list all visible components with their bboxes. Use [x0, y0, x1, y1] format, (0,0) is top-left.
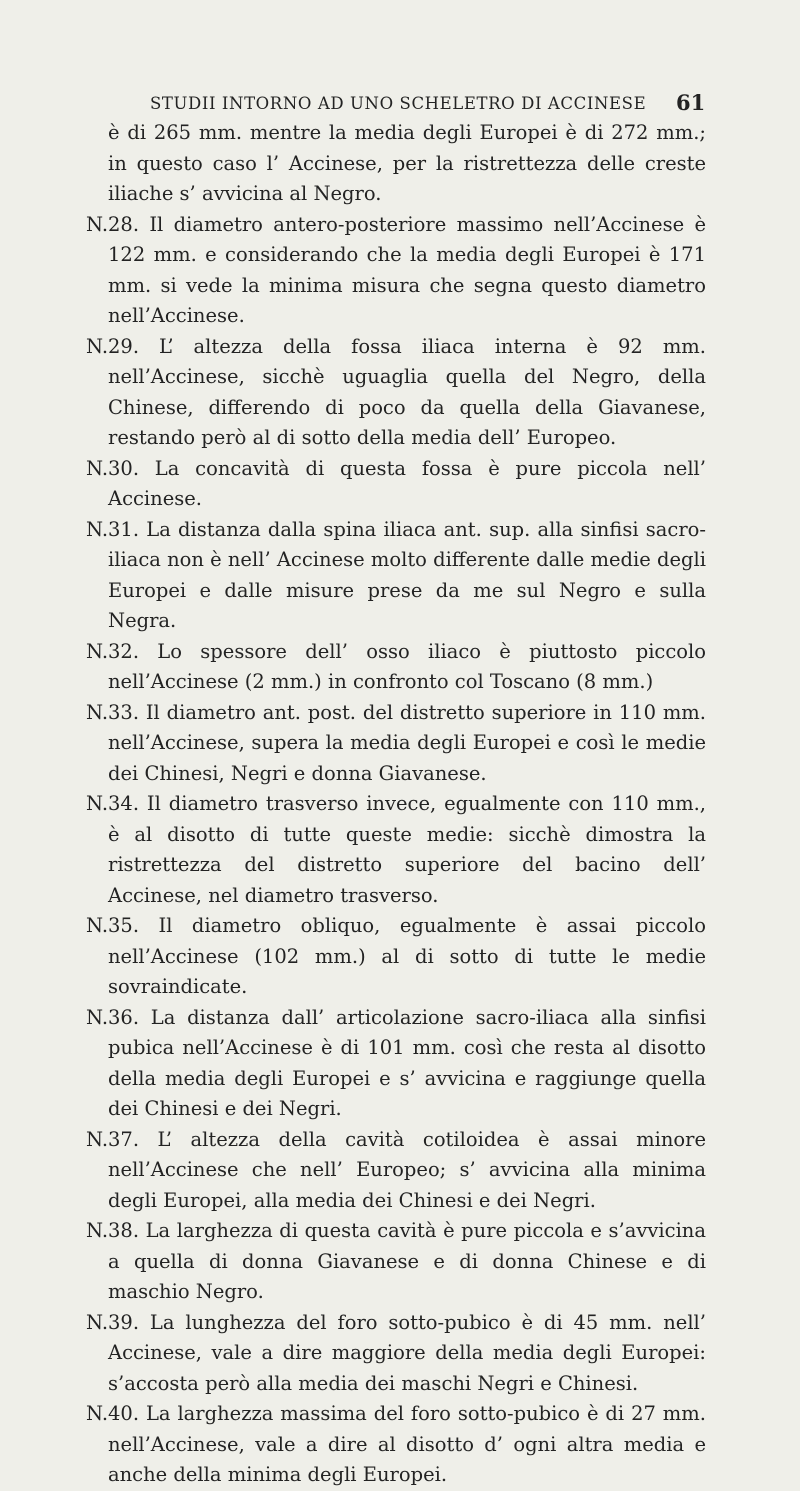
paragraph-marker: N.: [86, 517, 109, 541]
numbered-paragraph: [86, 911, 706, 1003]
paragraph-marker: N.: [86, 212, 109, 236]
paragraph-text: 34. Il diametro trasverso invece, egualmente con 110 mm., è al disotto di tutte queste medie: sicchè dimostra la ristrettezza del distretto superiore del bacino dell’ Accinese, nel diametro trasverso.: [108, 792, 706, 907]
numbered-paragraph: [86, 332, 706, 454]
paragraph-marker: N.: [86, 334, 109, 358]
page-number: 61: [676, 90, 706, 115]
paragraph-marker: N.: [86, 700, 109, 724]
paragraph-marker: N.: [86, 1219, 109, 1242]
paragraph-text: è di 265 mm. mentre la media degli Europei è di 272 mm.; in questo caso l’ Accinese, per la ristrettezza delle creste iliache s’ avvicina al Negro.: [108, 121, 706, 205]
paragraph-text: 39. La lunghezza del foro sotto-pubico è di 45 mm. nell’ Accinese, vale a dire maggiore della media degli Europei: s’accosta però alla media dei maschi Negri e Chinesi.: [108, 1310, 706, 1395]
paragraph-text: 40. La larghezza massima del foro sotto-pubico è di 27 mm. nell’Accinese, vale a dire al disotto d’ ogni altra media e anche della minima degli Europei.: [108, 1402, 706, 1486]
paragraph-marker: N.: [86, 639, 109, 663]
numbered-paragraph: [86, 515, 706, 637]
paragraph-text: 38. La larghezza di questa cavità è pure piccola e s’avvicina a quella di donna Giavanese e di donna Chinese e di maschio Negro.: [108, 1219, 706, 1303]
numbered-paragraph: [86, 1308, 706, 1400]
numbered-paragraph: [86, 1003, 706, 1125]
paragraph-marker: N.: [86, 792, 109, 815]
paragraph-marker: N.: [86, 1310, 109, 1334]
paragraph-text: 29. L’ altezza della fossa iliaca interna è 92 mm. nell’Accinese, sicchè uguaglia quella del Negro, della Chinese, differendo di poco da quella della Giavanese, restando però al di sotto della media dell’ Europeo.: [108, 334, 706, 449]
paragraph-continuation: [86, 118, 706, 210]
numbered-paragraph: [86, 789, 706, 911]
paragraph-text: 33. Il diametro ant. post. del distretto superiore in 110 mm. nell’Accinese, supera la media degli Europei e così le medie dei Chinesi, Negri e donna Giavanese.: [108, 700, 706, 785]
paragraph-marker: N.: [86, 456, 109, 480]
paragraph-text: 35. Il diametro obliquo, egualmente è assai piccolo nell’Accinese (102 mm.) al di sotto di tutte le medie sovraindicate.: [108, 914, 706, 998]
paragraph-text: 31. La distanza dalla spina iliaca ant. sup. alla sinfisi sacro-iliaca non è nell’ Accinese molto differente dalle medie degli Europei e dalle misure prese da me sul Negro e sulla Negra.: [108, 517, 706, 632]
body-text: [86, 118, 706, 1491]
paragraph-text: 30. La concavità di questa fossa è pure piccola nell’ Accinese.: [108, 456, 706, 510]
paragraph-marker: N.: [86, 1402, 109, 1425]
paragraph-text: 36. La distanza dall’ articolazione sacro-iliaca alla sinfisi pubica nell’Accinese è di 101 mm. così che resta al disotto della media degli Europei e s’ avvicina e raggiunge quella dei Chinesi e dei Negri.: [108, 1005, 706, 1120]
numbered-paragraph: [86, 1125, 706, 1217]
running-header: STUDII INTORNO AD UNO SCHELETRO DI ACCINESE: [150, 94, 647, 113]
paragraph-marker: N.: [86, 1127, 109, 1151]
numbered-paragraph: [86, 454, 706, 515]
numbered-paragraph: [86, 698, 706, 790]
paragraph-text: 28. Il diametro antero-posteriore massimo nell’Accinese è 122 mm. e considerando che la media degli Europei è 171 mm. si vede la minima misura che segna questo diametro nell’Accinese.: [108, 212, 706, 327]
paragraph-marker: N.: [86, 914, 109, 937]
numbered-paragraph: [86, 637, 706, 698]
numbered-paragraph: [86, 1399, 706, 1491]
paragraph-text: 37. L’ altezza della cavità cotiloidea è assai minore nell’Accinese che nell’ Europeo; s’ avvicina alla minima degli Europei, alla media dei Chinesi e dei Negri.: [108, 1127, 706, 1212]
numbered-paragraph: [86, 1216, 706, 1308]
numbered-paragraph: [86, 210, 706, 332]
paragraph-text: 32. Lo spessore dell’ osso iliaco è piuttosto piccolo nell’Accinese (2 mm.) in confronto col Toscano (8 mm.): [108, 639, 706, 693]
paragraph-marker: N.: [86, 1005, 109, 1029]
